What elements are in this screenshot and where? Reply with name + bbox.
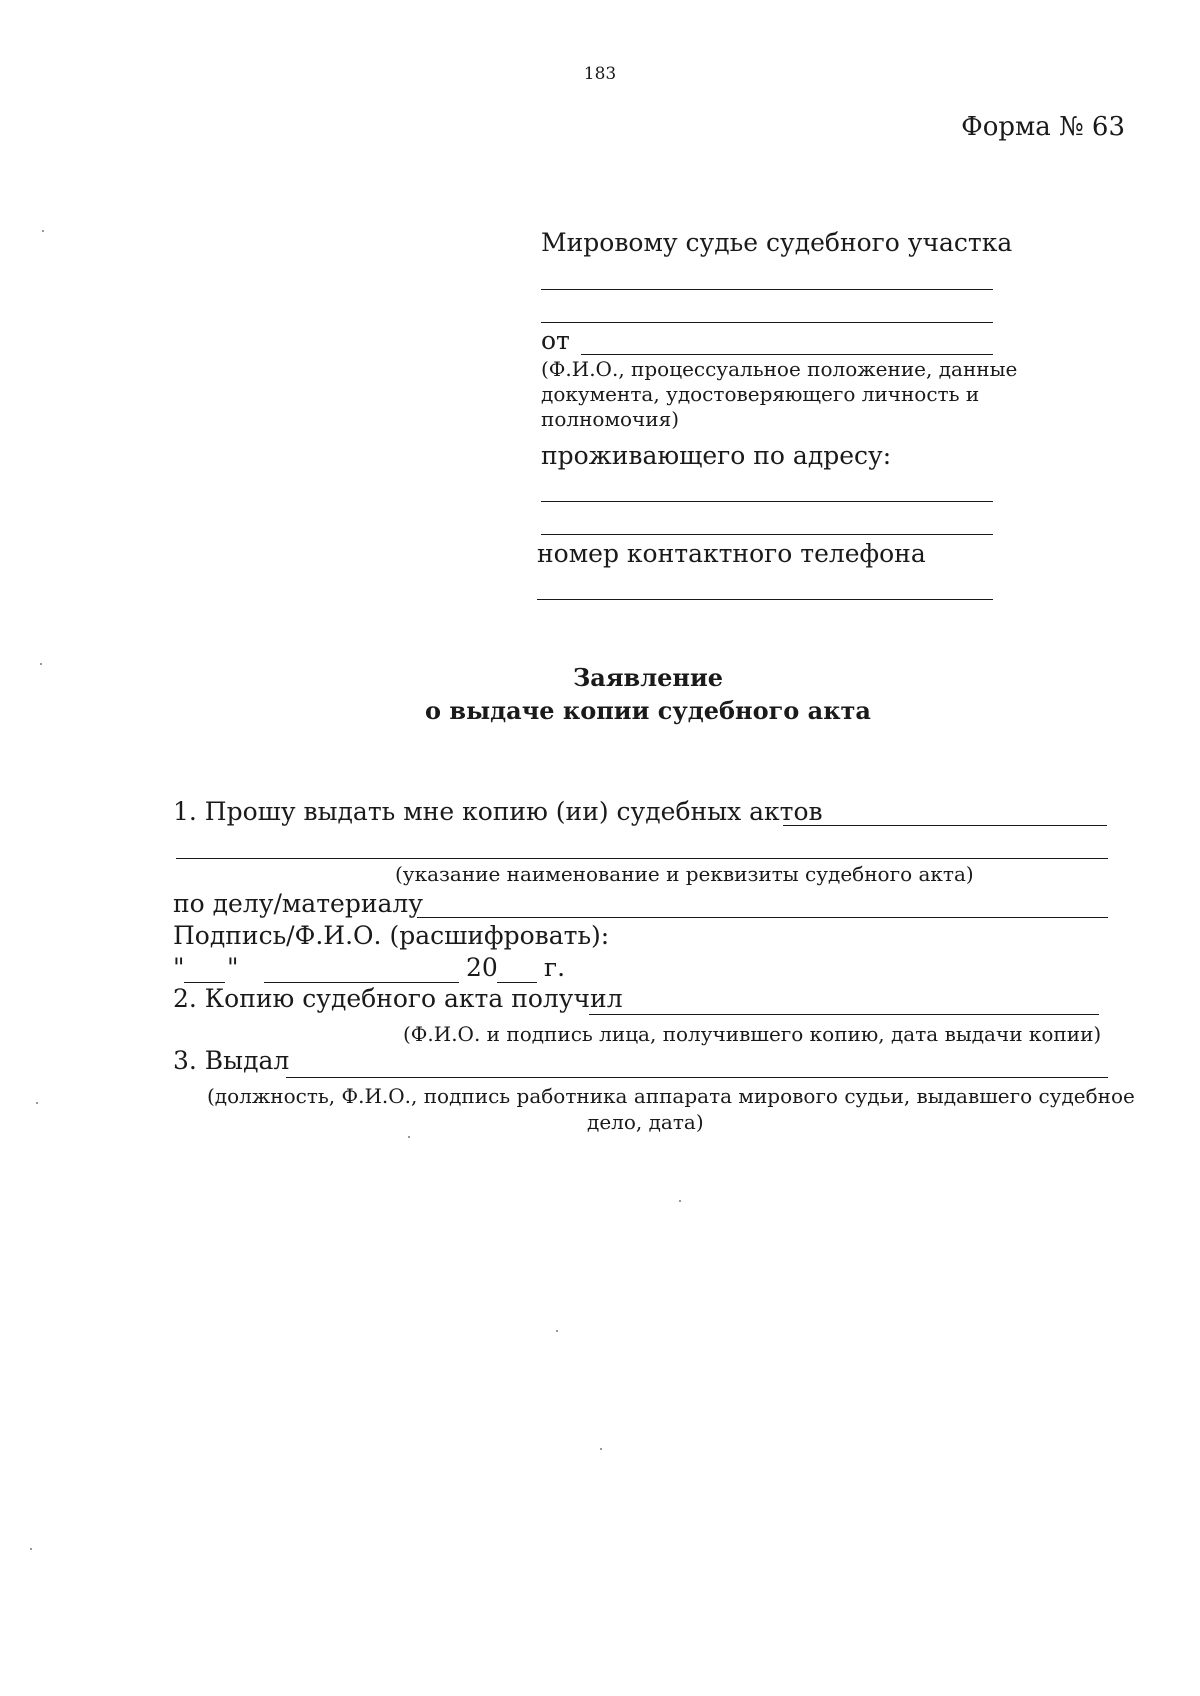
date-year-prefix: 20 bbox=[466, 953, 498, 982]
item3-hint-line2: дело, дата) bbox=[587, 1110, 704, 1134]
date-quote-open: " bbox=[173, 953, 185, 982]
document-title: Заявление bbox=[572, 663, 724, 692]
case-label: по делу/материалу bbox=[173, 889, 423, 918]
phone-label: номер контактного телефона bbox=[537, 539, 926, 568]
item3-issued-line[interactable] bbox=[286, 1077, 1108, 1078]
item1-acts-line-2[interactable] bbox=[176, 858, 1108, 859]
form-number: Форма № 63 bbox=[961, 112, 1125, 142]
scan-speck bbox=[556, 1330, 558, 1332]
page-number: 183 bbox=[583, 64, 617, 84]
item3-hint-line1: (должность, Ф.И.О., подпись работника аппарата мирового судьи, выдавшего судебное bbox=[207, 1084, 1135, 1108]
case-line[interactable] bbox=[417, 917, 1108, 918]
scan-speck bbox=[30, 1548, 32, 1550]
address-line-2[interactable] bbox=[541, 534, 993, 535]
item2-text: 2. Копию судебного акта получил bbox=[173, 984, 623, 1013]
court-district-line-1[interactable] bbox=[541, 289, 993, 290]
scan-speck bbox=[36, 1102, 38, 1104]
from-line[interactable] bbox=[581, 354, 993, 355]
scan-speck bbox=[600, 1448, 602, 1450]
scan-speck bbox=[679, 1200, 681, 1202]
scan-speck bbox=[408, 1136, 410, 1138]
date-quote-close: " bbox=[227, 953, 239, 982]
date-year-line[interactable] bbox=[497, 982, 537, 983]
address-label: проживающего по адресу: bbox=[541, 441, 892, 470]
address-line-1[interactable] bbox=[541, 501, 993, 502]
date-year-suffix: г. bbox=[544, 953, 566, 982]
court-district-line-2[interactable] bbox=[541, 322, 993, 323]
item1-text: 1. Прошу выдать мне копию (ии) судебных актов bbox=[173, 797, 823, 826]
document-subtitle: о выдаче копии судебного акта bbox=[425, 696, 871, 725]
scan-speck bbox=[42, 230, 44, 232]
item1-hint: (указание наименование и реквизиты судебного акта) bbox=[395, 862, 974, 886]
item3-text: 3. Выдал bbox=[173, 1046, 290, 1075]
phone-line[interactable] bbox=[537, 599, 993, 600]
item2-received-line[interactable] bbox=[589, 1014, 1099, 1015]
date-day-line[interactable] bbox=[184, 982, 225, 983]
scan-speck bbox=[40, 663, 42, 665]
signature-label: Подпись/Ф.И.О. (расшифровать): bbox=[173, 921, 610, 950]
date-month-line[interactable] bbox=[264, 982, 459, 983]
addressee-to-line: Мировому судье судебного участка bbox=[541, 228, 1013, 257]
from-label: от bbox=[541, 326, 570, 355]
item2-hint: (Ф.И.О. и подпись лица, получившего копию, дата выдачи копии) bbox=[403, 1022, 1102, 1046]
from-hint: (Ф.И.О., процессуальное положение, данные документа, удостоверяющего личность и полномочия) bbox=[541, 357, 1018, 431]
item1-acts-line[interactable] bbox=[783, 825, 1107, 826]
